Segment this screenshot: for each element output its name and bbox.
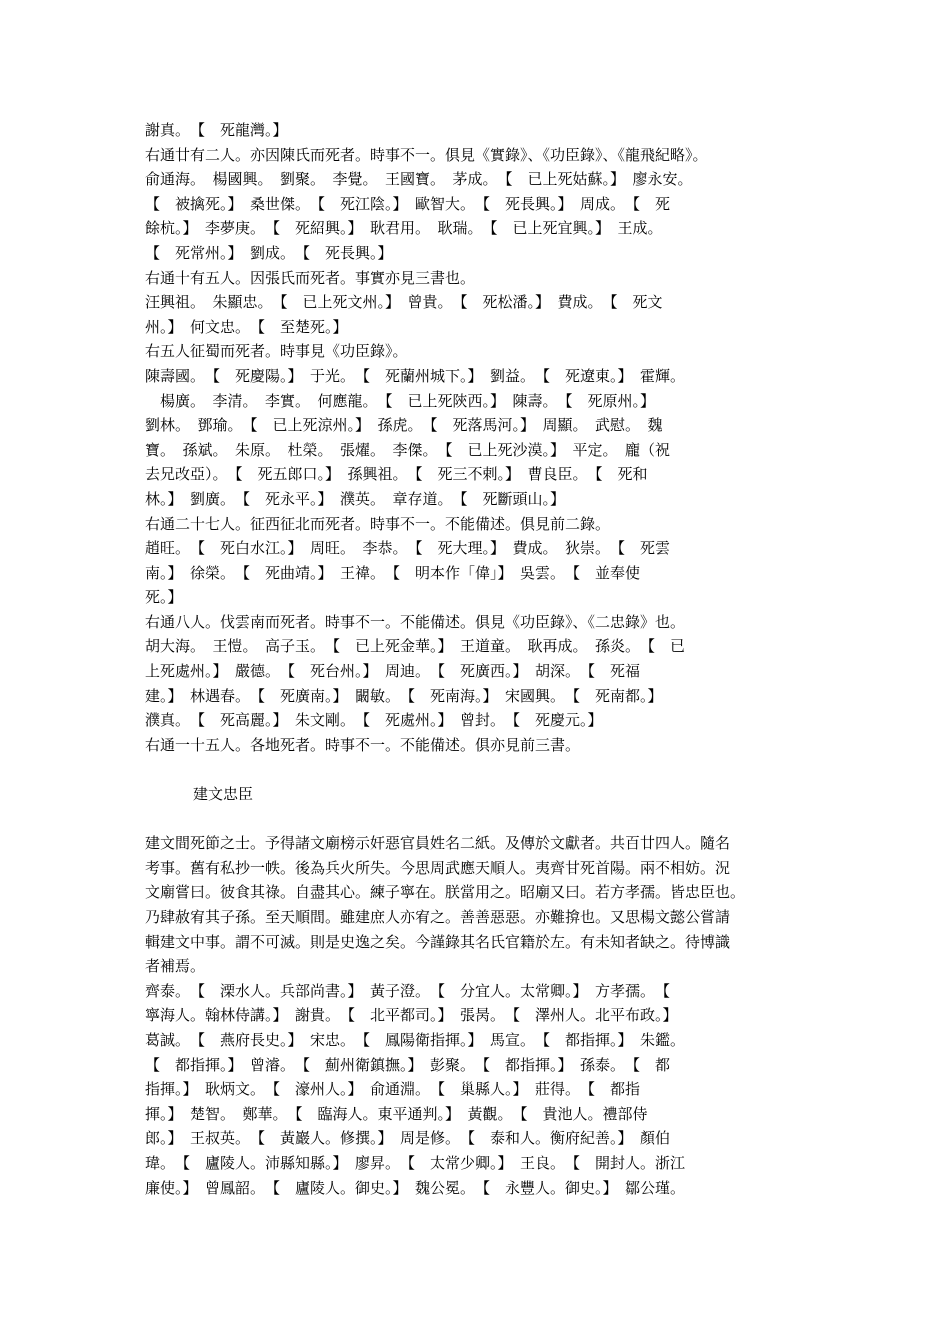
text-line: 考事。舊有私抄一帙。後為兵火所失。今思周武應天順人。夷齊甘死首陽。兩不相妨。況 xyxy=(145,858,731,877)
text-line: 右通一十五人。各地死者。時事不一。不能備述。俱亦見前三書。 xyxy=(145,735,581,754)
text-line: 文廟嘗曰。彼食其祿。自盡其心。練子寧在。朕當用之。昭廟又曰。若方孝孺。皆忠臣也。 xyxy=(145,883,746,902)
text-line: 右通二十七人。征西征北而死者。時事不一。不能備述。俱見前二錄。 xyxy=(145,514,611,533)
text-line: 胡大海。 王愷。 高子玉。 【 已上死金華。】 王道童。 耿再成。 孫炎。 【 已 xyxy=(145,637,686,656)
text-line: 南。】 徐榮。 【 死曲靖。】 王禕。 【 明本作「偉」】 吳雲。 【 並奉使 xyxy=(145,563,641,582)
text-line: 建。】 林遇春。 【 死廣南。】 闞敏。 【 死南海。】 宋國興。 【 死南都。】 xyxy=(145,686,663,705)
text-line: 劉林。 鄧瑜。 【 已上死涼州。】 孫虎。 【 死落馬河。】 周顯。 武慰。 魏 xyxy=(145,416,663,435)
blank-line xyxy=(145,807,835,832)
text-line: 寶。 孫斌。 朱原。 杜榮。 張燿。 李傑。 【 已上死沙漠。】 平定。 龐（祝 xyxy=(145,440,671,459)
text-line: 郎。】 王叔英。 【 黃巖人。修撰。】 周是修。 【 泰和人。衡府紀善。】 顏伯 xyxy=(145,1129,671,1148)
text-line: 【 死常州。】 劉成。 【 死長興。】 xyxy=(145,243,393,262)
text-line: 指揮。】 耿炳文。 【 濠州人。】 俞通淵。 【 巢縣人。】 莊得。 【 都指 xyxy=(145,1080,641,1099)
text-line: 汪興祖。 朱顯忠。 【 已上死文州。】 曾貴。 【 死松潘。】 費成。 【 死文 xyxy=(145,293,663,312)
text-line: 葛誠。 【 燕府長史。】 宋忠。 【 鳳陽衛指揮。】 馬宣。 【 都指揮。】 朱鑑。 xyxy=(145,1030,686,1049)
text-line: 濮真。 【 死高麗。】 朱文剛。 【 死處州。】 曾封。 【 死慶元。】 xyxy=(145,711,603,730)
text-line: 俞通海。 楊國興。 劉聚。 李覺。 王國寶。 茅成。 【 已上死姑蘇。】 廖永安。 xyxy=(145,170,693,189)
document-page xyxy=(145,118,835,1225)
text-line: 謝真。 【 死龍灣。】 xyxy=(145,121,288,139)
text-line: 右五人征蜀而死者。時事見《功臣錄》。 xyxy=(145,342,408,361)
text-line: 廉使。】 曾鳳韶。 【 廬陵人。御史。】 魏公冕。 【 永豐人。御史。】 鄒公瑾。 xyxy=(145,1178,686,1197)
text-line: 陳壽國。 【 死慶陽。】 于光。 【 死蘭州城下。】 劉益。 【 死遼東。】 霍輝。 xyxy=(145,366,686,385)
text-line: 右通八人。伐雲南而死者。時事不一。不能備述。俱見《功臣錄》、《二忠錄》也。 xyxy=(145,612,686,631)
text-line: 建文間死節之士。予得諸文廟榜示奸惡官員姓名二紙。及傳於文獻者。共百廿四人。隨名 xyxy=(145,834,731,853)
text-line: 去兄改亞）。 【 死五郎口。】 孫興祖。 【 死三不剌。】 曹良臣。 【 死和 xyxy=(145,465,648,484)
text-line: 死。】 xyxy=(145,588,183,607)
text-line: 林。】 劉廣。 【 死永平。】 濮英。 章存道。 【 死斷頭山。】 xyxy=(145,489,566,508)
text-line: 乃肆赦宥其子孫。至天順間。雖建庶人亦宥之。善善惡惡。亦難揜也。又思楊文懿公嘗請 xyxy=(145,908,731,926)
text-line: 州。】 何文忠。 【 至楚死。】 xyxy=(145,317,348,336)
text-line: 揮。】 楚智。 鄭華。 【 臨海人。東平通判。】 黃觀。 【 貴池人。禮部侍 xyxy=(145,1104,648,1123)
text-line: 楊廣。 李清。 李實。 何應龍。 【 已上死陝西。】 陳壽。 【 死原州。】 xyxy=(145,391,656,410)
text-line: 趙旺。 【 死白水江。】 周旺。 李恭。 【 死大理。】 費成。 狄崇。 【 死雲 xyxy=(145,539,671,558)
text-line: 上死處州。】 嚴德。 【 死台州。】 周迪。 【 死廣西。】 胡深。 【 死福 xyxy=(145,662,641,681)
section-heading: 建文忠臣 xyxy=(193,785,254,804)
text-line: 【 被擒死。】 桑世傑。 【 死江陰。】 歐智大。 【 死長興。】 周成。 【 死 xyxy=(145,194,671,213)
text-line: 右通廿有二人。亦因陳氏而死者。時事不一。俱見《實錄》、《功臣錄》、《龍飛紀略》。 xyxy=(145,145,708,164)
text-line xyxy=(145,1200,835,1225)
text-line: 輯建文中事。謂不可滅。則是史逸之矣。今謹錄其名氏官籍於左。有未知者缺之。待博識 xyxy=(145,932,731,951)
blank-line xyxy=(145,757,835,782)
text-line: 寧海人。翰林侍講。】 謝貴。 【 北平都司。】 張昺。 【 澤州人。北平布政。】 xyxy=(145,1006,678,1025)
text-line: 者補焉。 xyxy=(145,957,206,976)
text-line: 餘杭。】 李夢庚。 【 死紹興。】 耿君用。 耿瑞。 【 已上死宜興。】 王成。 xyxy=(145,219,663,238)
text-line: 【 都指揮。】 曾濬。 【 薊州衛鎮撫。】 彭聚。 【 都指揮。】 孫泰。 【 都 xyxy=(145,1055,671,1074)
text-line: 齊泰。 【 溧水人。兵部尚書。】 黃子澄。 【 分宜人。太常卿。】 方孝孺。 【 xyxy=(145,981,671,1000)
text-line: 瑋。 【 廬陵人。沛縣知縣。】 廖昇。 【 太常少卿。】 王良。 【 開封人。浙江 xyxy=(145,1153,686,1172)
text-line: 右通十有五人。因張氏而死者。事實亦見三書也。 xyxy=(145,268,476,287)
